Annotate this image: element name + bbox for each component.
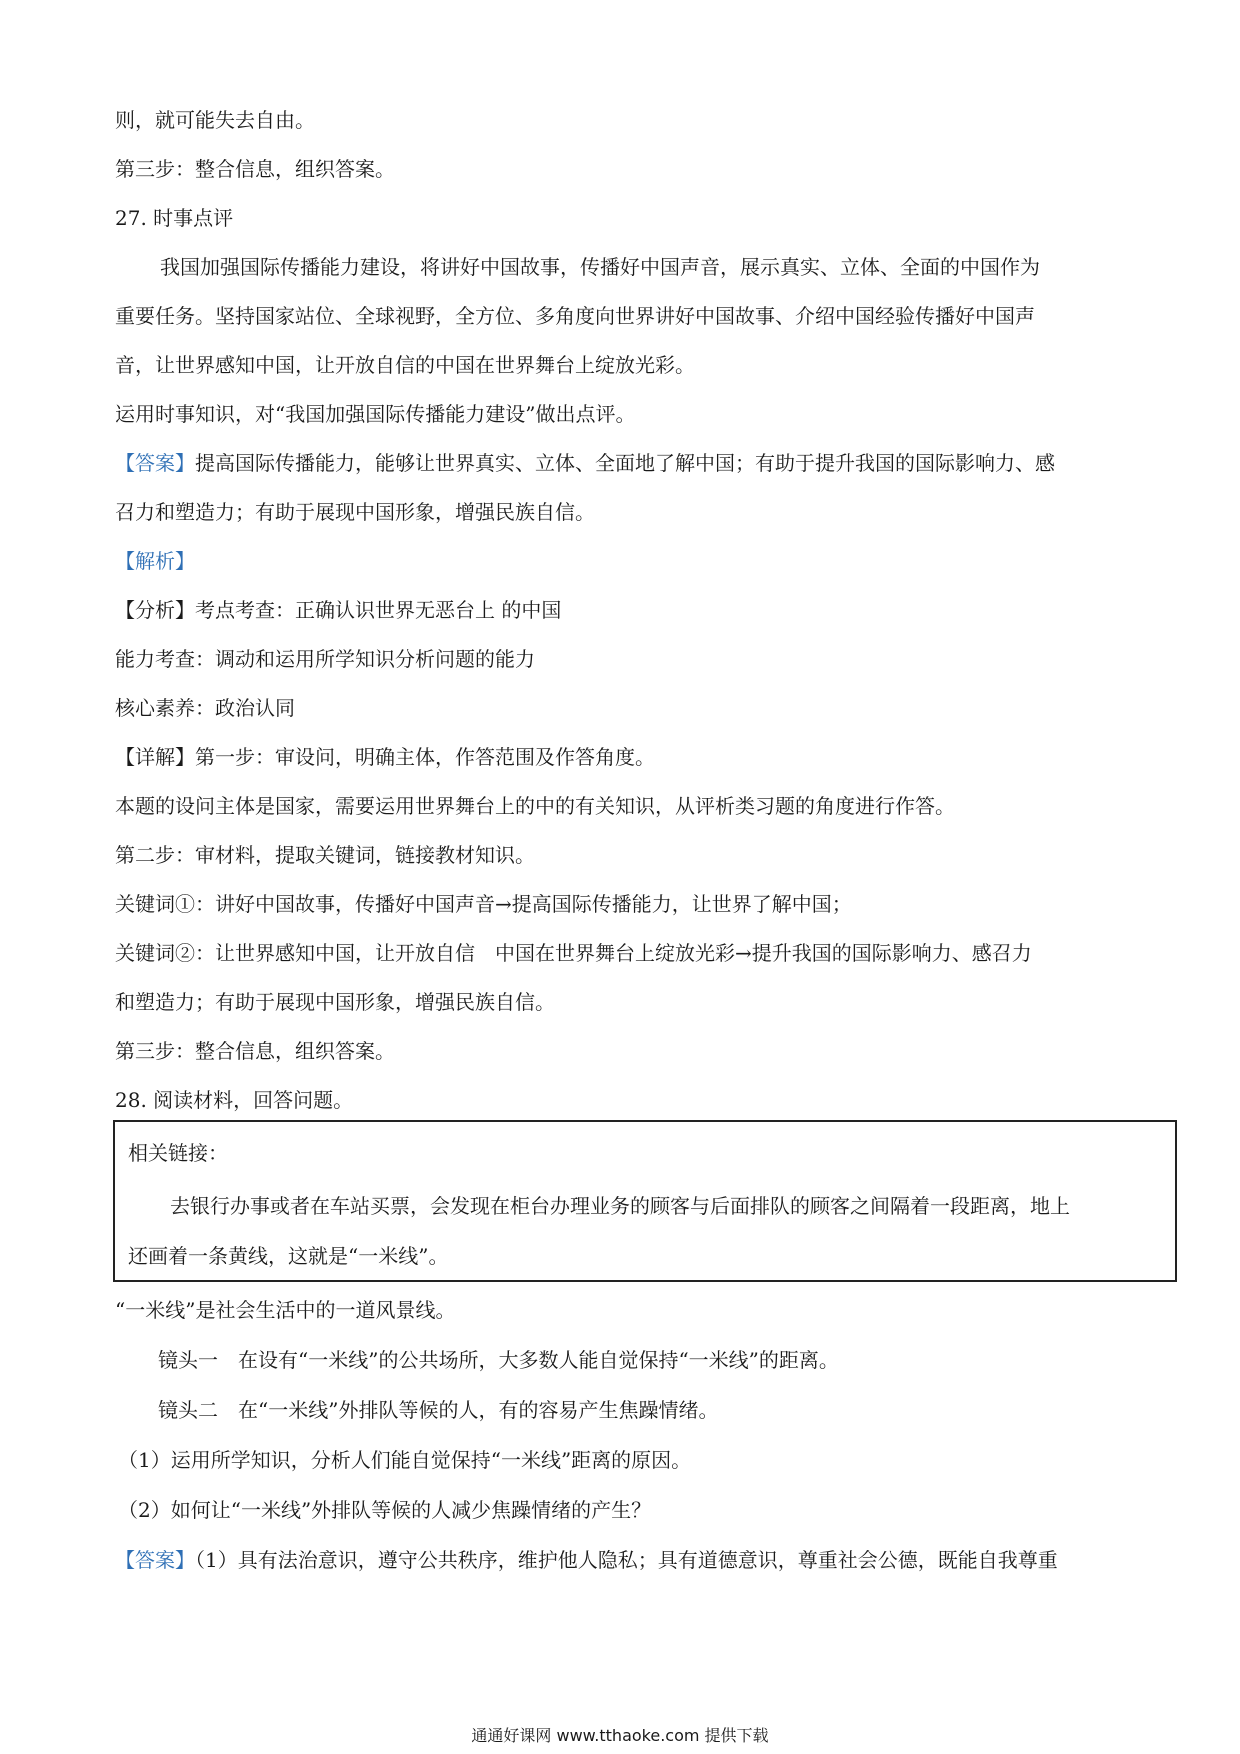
detail-line: 第三步：整合信息，组织答案。 xyxy=(115,1039,395,1063)
question-prompt: 运用时事知识，对“我国加强国际传播能力建设”做出点评。 xyxy=(115,402,636,426)
box-paragraph: 去银行办事或者在车站买票，会发现在柜台办理业务的顾客与后面排队的顾客之间隔着一段距离，地上 xyxy=(170,1194,1070,1218)
question-part: （2）如何让“一米线”外排队等候的人减少焦躁情绪的产生？ xyxy=(118,1498,652,1522)
keyword-line: 关键词①：讲好中国故事，传播好中国声音→提高国际传播能力，让世界了解中国； xyxy=(115,892,852,916)
analysis-line: 核心素养：政治认同 xyxy=(115,696,295,720)
answer-text: 召力和塑造力；有助于展现中国形象，增强民族自信。 xyxy=(115,500,595,524)
answer-text: （1）具有法治意识，遵守公共秩序，维护他人隐私；具有道德意识，尊重社会公德，既能自我尊重 xyxy=(195,1548,1058,1572)
analysis-line: 能力考查：调动和运用所学知识分析问题的能力 xyxy=(115,647,535,671)
analysis-line: 【分析】考点考查：正确认识世界无恶台上 的中国 xyxy=(115,598,562,622)
keyword-line: 关键词②：让世界感知中国，让开放自信 中国在世界舞台上绽放光彩→提升我国的国际影响力、感召力 xyxy=(115,941,1032,965)
material-paragraph: 音，让世界感知中国，让开放自信的中国在世界舞台上绽放光彩。 xyxy=(115,353,695,377)
question-part: （1）运用所学知识，分析人们能自觉保持“一米线”距离的原因。 xyxy=(118,1448,692,1472)
material-paragraph: 重要任务。坚持国家站位、全球视野，全方位、多角度向世界讲好中国故事、介绍中国经验传播好中国声 xyxy=(115,304,1035,328)
box-paragraph: 还画着一条黄线，这就是“一米线”。 xyxy=(128,1244,449,1268)
material-paragraph: 我国加强国际传播能力建设，将讲好中国故事，传播好中国声音，展示真实、立体、全面的中国作为 xyxy=(160,255,1040,279)
answer-tag: 【答案】 xyxy=(115,451,195,475)
question-28-title: 28. 阅读材料，回答问题。 xyxy=(115,1088,354,1112)
text-line: 第三步：整合信息，组织答案。 xyxy=(115,157,395,181)
material-line: “一米线”是社会生活中的一道风景线。 xyxy=(115,1298,456,1322)
box-title: 相关链接： xyxy=(128,1141,228,1165)
detail-line: 第二步：审材料，提取关键词，链接教材知识。 xyxy=(115,843,535,867)
keyword-line: 和塑造力；有助于展现中国形象，增强民族自信。 xyxy=(115,990,555,1014)
detail-line: 【详解】第一步：审设问，明确主体，作答范围及作答角度。 xyxy=(115,745,655,769)
answer-text: 提高国际传播能力，能够让世界真实、立体、全面地了解中国；有助于提升我国的国际影响力、感 xyxy=(195,451,1055,475)
scene-line: 镜头二 在“一米线”外排队等候的人，有的容易产生焦躁情绪。 xyxy=(158,1398,719,1422)
text-line: 则，就可能失去自由。 xyxy=(115,108,315,132)
analysis-tag: 【解析】 xyxy=(115,549,195,573)
answer-line xyxy=(115,1546,1058,1574)
page-footer: 通通好课网 www.tthaoke.com 提供下载 xyxy=(471,1726,769,1745)
answer-line xyxy=(115,449,1055,477)
question-27-title: 27. 时事点评 xyxy=(115,206,234,230)
answer-tag: 【答案】 xyxy=(115,1548,195,1572)
scene-line: 镜头一 在设有“一米线”的公共场所，大多数人能自觉保持“一米线”的距离。 xyxy=(158,1348,839,1372)
detail-line: 本题的设问主体是国家，需要运用世界舞台上的中的有关知识，从评析类习题的角度进行作答。 xyxy=(115,794,955,818)
